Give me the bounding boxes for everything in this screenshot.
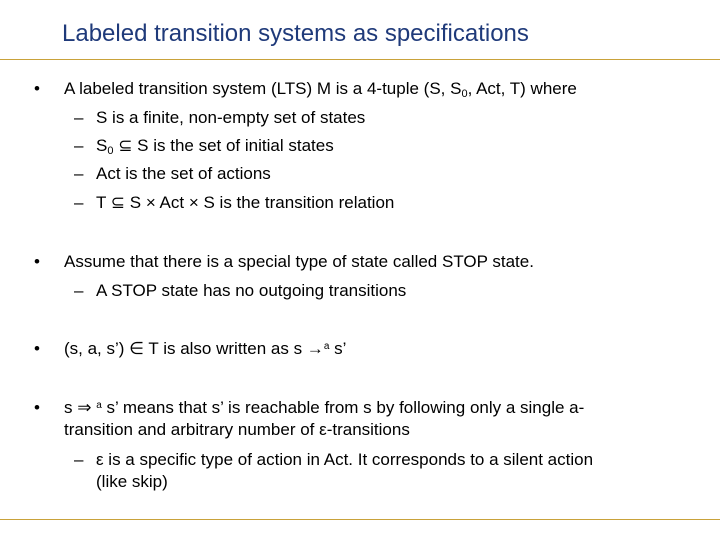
bullet-1-text: [64, 79, 577, 99]
sub-item-states: S is a finite, non-empty set of states: [96, 108, 366, 127]
sub-bullet-marker: –: [74, 193, 84, 212]
superscript: a: [96, 400, 102, 411]
sub-item-initial-states: [96, 136, 334, 156]
sub-item-stop-state: A STOP state has no outgoing transitions: [96, 281, 407, 300]
text-part: s ⇒: [64, 398, 97, 417]
bullet-4-text: [64, 398, 584, 418]
bullet-4-text-continued: transition and arbitrary number of ε-transitions: [64, 420, 410, 439]
bullet-marker: •: [34, 252, 40, 271]
sub-item-transition-relation: T ⊆ S × Act × S is the transition relation: [96, 193, 395, 212]
sub-bullet-marker: –: [74, 164, 84, 183]
sub-item-actions: Act is the set of actions: [96, 164, 271, 183]
bullet-1-text-part: A labeled transition system (LTS) M is a 4-tuple (S, S: [64, 79, 462, 98]
text-part: S: [96, 136, 108, 155]
superscript: a: [323, 341, 330, 352]
bullet-3-text: [64, 339, 346, 359]
text-part: (s, a, s’) ∈ T is also written as s →: [64, 339, 324, 358]
text-part: s’ means that s’ is reachable from s by following only a single a-: [101, 398, 585, 417]
sub-bullet-marker: –: [74, 450, 84, 469]
slide-title: Labeled transition systems as specifications: [62, 20, 529, 47]
sub-item-epsilon-continued: (like skip): [96, 472, 168, 491]
bullet-marker: •: [34, 398, 40, 417]
subscript: 0: [461, 88, 468, 100]
subscript: 0: [107, 145, 114, 157]
bullet-marker: •: [34, 339, 40, 358]
sub-item-epsilon: ε is a specific type of action in Act. It corresponds to a silent action: [96, 450, 594, 469]
title-divider: [0, 59, 720, 60]
sub-bullet-marker: –: [74, 281, 84, 300]
bullet-marker: •: [34, 79, 40, 98]
sub-bullet-marker: –: [74, 136, 84, 155]
text-part: s’: [329, 339, 347, 358]
sub-bullet-marker: –: [74, 108, 84, 127]
bullet-1-text-part: , Act, T) where: [467, 79, 577, 98]
bullet-2-text: Assume that there is a special type of state called STOP state.: [64, 252, 534, 271]
footer-divider: [0, 519, 720, 520]
text-part: ⊆ S is the set of initial states: [113, 136, 334, 155]
